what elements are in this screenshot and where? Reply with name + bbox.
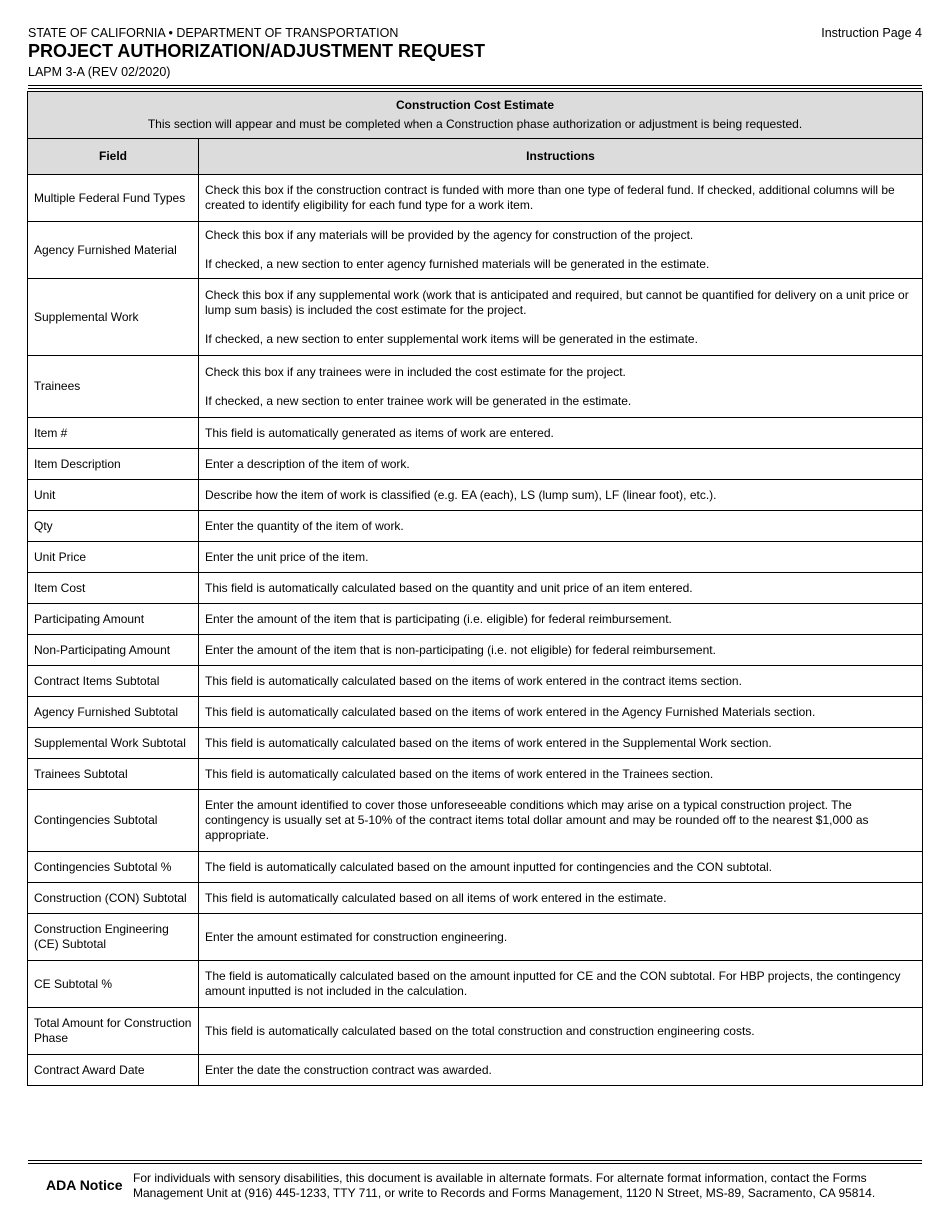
instruction-cell: Enter the amount estimated for construction engineering. [199, 914, 923, 961]
field-cell: Supplemental Work Subtotal [28, 728, 199, 759]
field-cell: Item Description [28, 449, 199, 480]
field-cell: Contingencies Subtotal [28, 790, 199, 852]
instruction-cell: Enter the quantity of the item of work. [199, 511, 923, 542]
instruction-cell: Enter a description of the item of work. [199, 449, 923, 480]
instruction-cell: This field is automatically calculated based on the items of work entered in the contract items section. [199, 666, 923, 697]
field-cell: CE Subtotal % [28, 961, 199, 1008]
field-cell: Total Amount for Construction Phase [28, 1008, 199, 1055]
page-label: Instruction Page 4 [821, 26, 922, 40]
ada-notice-label: ADA Notice [46, 1177, 123, 1193]
table-row [28, 573, 923, 604]
field-cell: Participating Amount [28, 604, 199, 635]
field-cell: Unit Price [28, 542, 199, 573]
field-cell: Non-Participating Amount [28, 635, 199, 666]
header-divider [28, 85, 922, 89]
form-number: LAPM 3-A (REV 02/2020) [28, 65, 171, 79]
section-title: Construction Cost Estimate [395, 98, 554, 112]
agency-line: STATE OF CALIFORNIA • DEPARTMENT OF TRANSPORTATION [28, 26, 399, 40]
field-cell: Trainees Subtotal [28, 759, 199, 790]
instruction-cell: This field is automatically calculated based on the items of work entered in the Trainees section. [199, 759, 923, 790]
column-header-instructions: Instructions [199, 139, 923, 175]
table-row [28, 1008, 923, 1055]
instruction-cell: This field is automatically calculated based on the items of work entered in the Supplemental Work section. [199, 728, 923, 759]
field-cell: Multiple Federal Fund Types [28, 175, 199, 222]
instruction-cell [199, 222, 923, 279]
table-row [28, 914, 923, 961]
instructions-table [27, 91, 923, 1086]
table-row [28, 728, 923, 759]
instruction-text-secondary: If checked, a new section to enter trainee work will be generated in the estimate. [205, 393, 632, 408]
instruction-cell: This field is automatically generated as items of work are entered. [199, 418, 923, 449]
table-row [28, 759, 923, 790]
instruction-cell: Enter the amount identified to cover those unforeseeable conditions which may arise on a typical construction project. The contingency is usually set at 5-10% of the contract items total dollar amount and may be rounded off to the nearest $1,000 as appropriate. [199, 790, 923, 852]
table-row [28, 635, 923, 666]
instruction-cell: This field is automatically calculated based on the quantity and unit price of an item entered. [199, 573, 923, 604]
field-cell: Contract Items Subtotal [28, 666, 199, 697]
table-row [28, 604, 923, 635]
instruction-cell: Enter the amount of the item that is participating (i.e. eligible) for federal reimbursement. [199, 604, 923, 635]
instruction-cell: Enter the amount of the item that is non-participating (i.e. not eligible) for federal reimbursement. [199, 635, 923, 666]
field-cell: Contract Award Date [28, 1055, 199, 1086]
column-header-field: Field [28, 139, 199, 175]
field-cell: Contingencies Subtotal % [28, 852, 199, 883]
table-row [28, 666, 923, 697]
instruction-cell [199, 279, 923, 356]
instruction-text: Check this box if any trainees were in included the cost estimate for the project. [205, 364, 626, 379]
instruction-text-secondary: If checked, a new section to enter supplemental work items will be generated in the estimate. [205, 331, 698, 346]
footer-divider [28, 1160, 922, 1164]
table-row [28, 480, 923, 511]
field-cell: Item # [28, 418, 199, 449]
instruction-cell: This field is automatically calculated based on the total construction and construction engineering costs. [199, 1008, 923, 1055]
instruction-cell: Enter the unit price of the item. [199, 542, 923, 573]
instruction-text: Check this box if any materials will be provided by the agency for construction of the project. [205, 228, 694, 242]
table-row [28, 852, 923, 883]
instruction-cell: The field is automatically calculated based on the amount inputted for CE and the CON subtotal. For HBP projects, the contingency amount inputted is not included in the calculation. [199, 961, 923, 1008]
table-row [28, 697, 923, 728]
table-row [28, 883, 923, 914]
table-row [28, 790, 923, 852]
field-cell: Agency Furnished Subtotal [28, 697, 199, 728]
field-cell: Supplemental Work [28, 279, 199, 356]
section-header-row [28, 92, 923, 139]
table-row [28, 1055, 923, 1086]
field-cell: Trainees [28, 356, 199, 418]
table-row [28, 356, 923, 418]
instruction-cell: This field is automatically calculated based on all items of work entered in the estimate. [199, 883, 923, 914]
field-cell: Qty [28, 511, 199, 542]
instruction-cell: Check this box if the construction contract is funded with more than one type of federal fund. If checked, additional columns will be created to identify eligibility for each fund type for a work item. [199, 175, 923, 222]
instruction-text: Check this box if any supplemental work (work that is anticipated and required, but cannot be quantified for delivery on a unit price or lump sum basis) is included the cost estimate for the project. [205, 287, 909, 317]
field-cell: Unit [28, 480, 199, 511]
table-row [28, 511, 923, 542]
field-cell: Item Cost [28, 573, 199, 604]
column-header-row [28, 139, 923, 175]
instruction-cell: This field is automatically calculated based on the items of work entered in the Agency Furnished Materials section. [199, 697, 923, 728]
instruction-cell [199, 356, 923, 418]
table-row [28, 449, 923, 480]
instruction-cell: Enter the date the construction contract was awarded. [199, 1055, 923, 1086]
field-cell: Construction (CON) Subtotal [28, 883, 199, 914]
table-row [28, 222, 923, 279]
field-cell: Agency Furnished Material [28, 222, 199, 279]
table-row [28, 961, 923, 1008]
ada-notice-text: For individuals with sensory disabilities, this document is available in alternate formats. For alternate format information, contact the Forms Management Unit at (916) 445-1233, TTY 711, or write to Records and Forms Management, 1120 N Street, MS-89, Sacramento, CA 95814. [133, 1171, 876, 1200]
field-cell: Construction Engineering (CE) Subtotal [28, 914, 199, 961]
table-row [28, 542, 923, 573]
instruction-cell: Describe how the item of work is classified (e.g. EA (each), LS (lump sum), LF (linear foot), etc.). [199, 480, 923, 511]
page-title: PROJECT AUTHORIZATION/ADJUSTMENT REQUEST [28, 41, 486, 61]
table-row [28, 279, 923, 356]
instruction-cell: The field is automatically calculated based on the amount inputted for contingencies and the CON subtotal. [199, 852, 923, 883]
section-subtitle: This section will appear and must be completed when a Construction phase authorization or adjustment is being requested. [147, 117, 803, 131]
instruction-text-secondary: If checked, a new section to enter agency furnished materials will be generated in the estimate. [205, 257, 710, 271]
table-row [28, 175, 923, 222]
table-row [28, 418, 923, 449]
section-header [28, 92, 923, 139]
